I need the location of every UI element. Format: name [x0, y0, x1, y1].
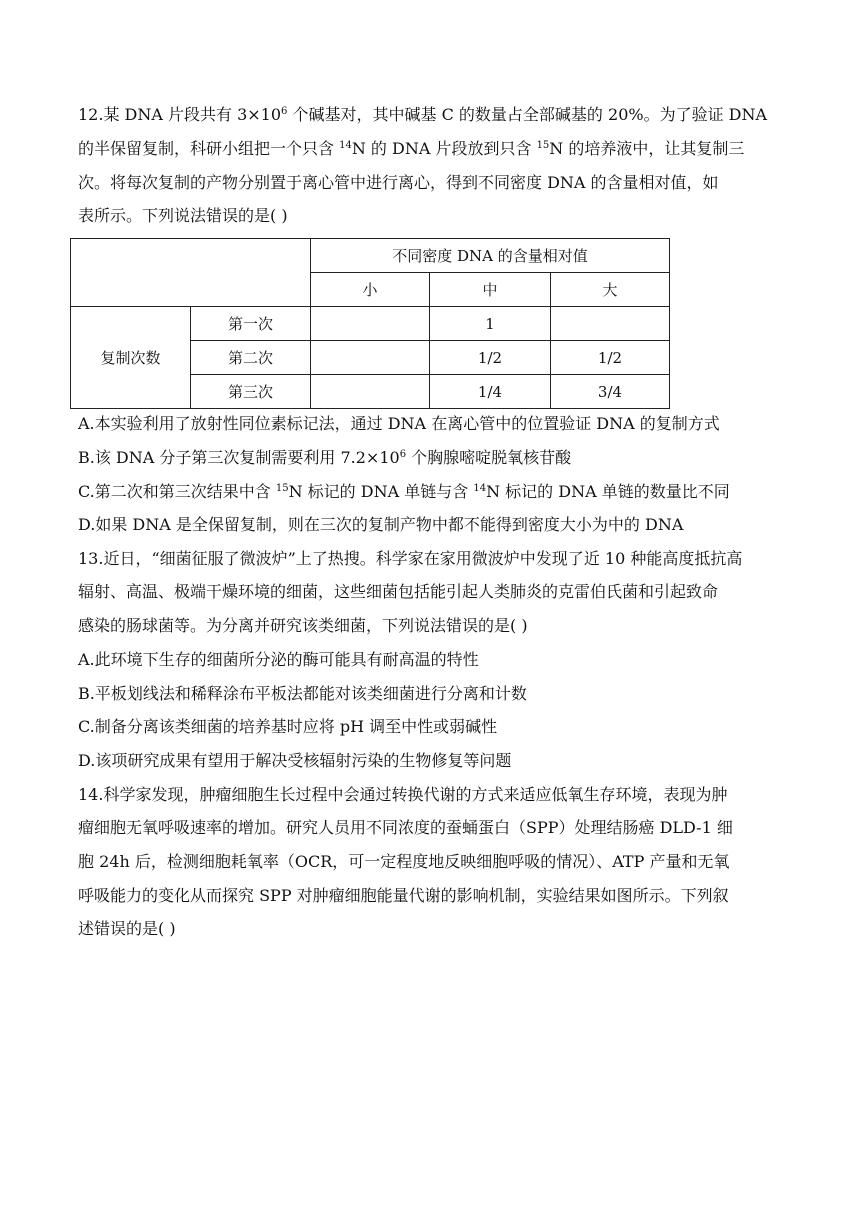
row-label: 第三次	[191, 375, 311, 409]
q14-stem-line-1: 14.科学家发现，肿瘤细胞生长过程中会通过转换代谢的方式来适应低氧生存环境，表现为肿	[78, 785, 728, 804]
col-header-medium: 中	[430, 273, 551, 307]
table-cell: 1	[430, 307, 551, 341]
q13-option-c: C.制备分离该类细菌的培养基时应将 pH 调至中性或弱碱性	[78, 717, 498, 736]
q14-stem-line-3: 胞 24h 后，检测细胞耗氧率（OCR，可一定程度地反映细胞呼吸的情况）、ATP 产量和无氧	[78, 852, 730, 871]
table-cell	[551, 307, 670, 341]
q14-stem-line-2: 瘤细胞无氧呼吸速率的增加。研究人员用不同浓度的蚕蛹蛋白（SPP）处理结肠癌 DLD-1 细	[78, 818, 733, 837]
q13-stem-line-2: 辐射、高温、极端干燥环境的细菌，这些细菌包括能引起人类肺炎的克雷伯氏菌和引起致命	[78, 582, 719, 601]
q12-stem-line-4: 表所示。下列说法错误的是( )	[78, 206, 288, 225]
q12-stem-line-2: 的半保留复制，科研小组把一个只含 $^{14}$N 的 DNA 片段放到只含 $^{15}$N 的培养液中，让其复制三	[78, 139, 745, 158]
table-group-header: 不同密度 DNA 的含量相对值	[311, 239, 670, 273]
row-label: 第一次	[191, 307, 311, 341]
col-header-large: 大	[551, 273, 670, 307]
table-row	[71, 307, 670, 341]
table-cell	[311, 341, 430, 375]
row-label: 第二次	[191, 341, 311, 375]
q13-option-d: D.该项研究成果有望用于解决受核辐射污染的生物修复等问题	[78, 751, 512, 770]
dna-density-table	[70, 238, 670, 409]
q13-stem-line-1: 13.近日，“细菌征服了微波炉”上了热搜。科学家在家用微波炉中发现了近 10 种能高度抵抗高	[78, 549, 743, 568]
q12-option-d: D.如果 DNA 是全保留复制，则在三次的复制产物中都不能得到密度大小为中的 DNA	[78, 515, 684, 534]
q12-option-c: C.第二次和第三次结果中含 $^{15}$N 标记的 DNA 单链与含 $^{14}$N 标记的 DNA 单链的数量比不同	[78, 482, 730, 501]
q14-stem-line-4: 呼吸能力的变化从而探究 SPP 对肿瘤细胞能量代谢的影响机制，实验结果如图所示。下列叙	[78, 886, 729, 905]
row-group-label: 复制次数	[71, 307, 191, 409]
q12-stem-line-1: 12.某 DNA 片段共有 $3\times 10^6$ 个碱基对，其中碱基 C 的数量占全部碱基的 20%。为了验证 DNA	[78, 105, 768, 124]
q13-stem-line-3: 感染的肠球菌等。为分离并研究该类细菌，下列说法错误的是( )	[78, 616, 528, 635]
q13-option-b: B.平板划线法和稀释涂布平板法都能对该类细菌进行分离和计数	[78, 684, 527, 703]
q14-stem-line-5: 述错误的是( )	[78, 919, 176, 938]
table-cell	[311, 375, 430, 409]
q12-stem-line-3: 次。将每次复制的产物分别置于离心管中进行离心，得到不同密度 DNA 的含量相对值，如	[78, 173, 719, 192]
table-corner-cell	[71, 239, 311, 307]
col-header-small: 小	[311, 273, 430, 307]
table-header-row	[71, 239, 670, 273]
q12-option-b: B.该 DNA 分子第三次复制需要利用 $7.2\times 10^6$ 个胸腺嘧啶脱氧核苷酸	[78, 448, 572, 467]
q13-option-a: A.此环境下生存的细菌所分泌的酶可能具有耐高温的特性	[78, 650, 479, 669]
q12-option-a: A.本实验利用了放射性同位素标记法，通过 DNA 在离心管中的位置验证 DNA 的复制方式	[78, 414, 720, 433]
table-cell: 1/2	[430, 341, 551, 375]
table-cell	[311, 307, 430, 341]
table-cell: 1/2	[551, 341, 670, 375]
table-cell: 3/4	[551, 375, 670, 409]
table-cell: 1/4	[430, 375, 551, 409]
